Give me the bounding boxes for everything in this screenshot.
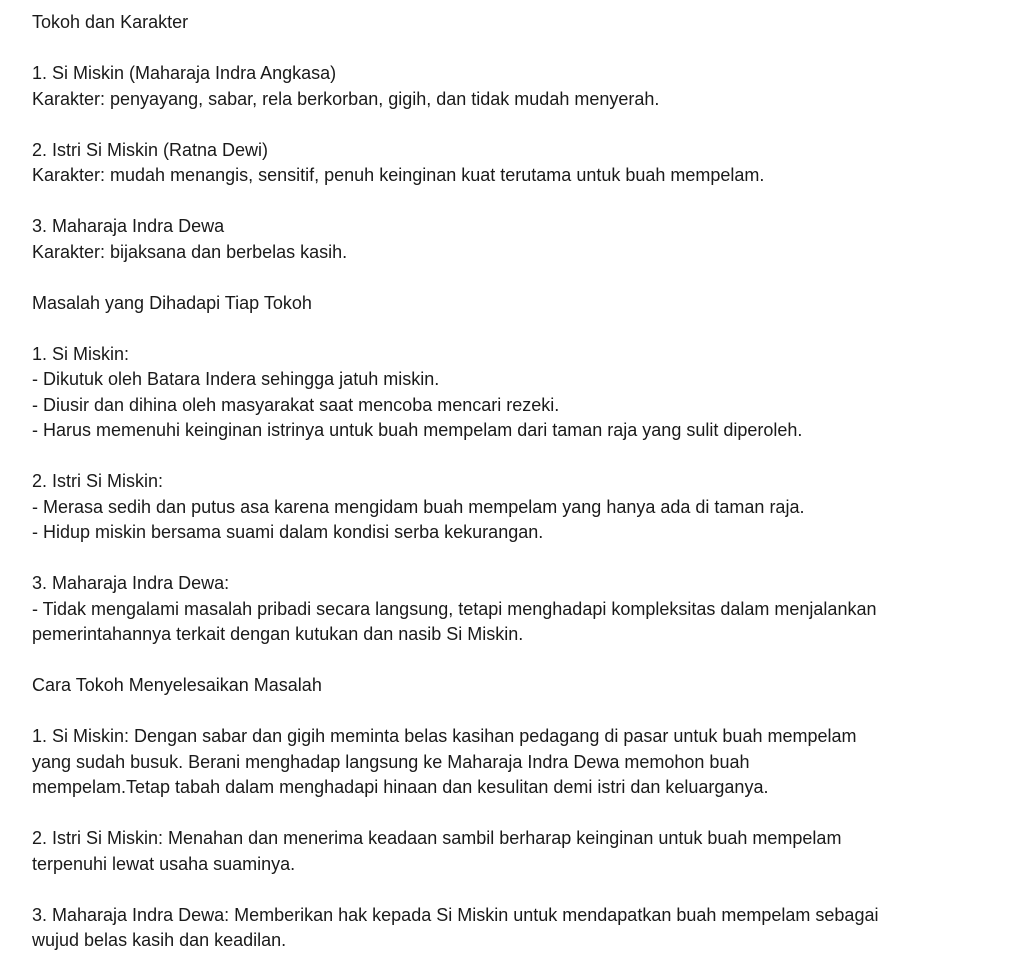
line: 2. Istri Si Miskin (Ratna Dewi) (32, 139, 269, 160)
line: - Dikutuk oleh Batara Indera sehingga jatuh miskin. (32, 369, 440, 389)
line: 1. Si Miskin (Maharaja Indra Angkasa) (32, 63, 337, 83)
line: 3. Maharaja Indra Dewa (32, 216, 225, 236)
line: wujud belas kasih dan keadilan. (32, 930, 287, 950)
line: Karakter: penyayang, sabar, rela berkorban, gigih, dan tidak mudah menyerah. (32, 88, 660, 109)
line: - Diusir dan dihina oleh masyarakat saat mencoba mencari rezeki. (32, 394, 560, 415)
line: - Merasa sedih dan putus asa karena mengidam buah mempelam yang hanya ada di taman raja. (32, 496, 805, 517)
line: 1. Si Miskin: (32, 343, 130, 364)
line: 3. Maharaja Indra Dewa: Memberikan hak kepada Si Miskin untuk mendapatkan buah mempelam sebagai (32, 904, 879, 925)
line: mempelam.Tetap tabah dalam menghadapi hinaan dan kesulitan demi istri dan keluarganya. (32, 777, 769, 797)
line: yang sudah busuk. Berani menghadap langsung ke Maharaja Indra Dewa memohon buah (32, 751, 750, 772)
document-body (32, 0, 1007, 954)
line: Karakter: bijaksana dan berbelas kasih. (32, 241, 348, 262)
section-heading: Cara Tokoh Menyelesaikan Masalah (32, 675, 322, 695)
line: - Hidup miskin bersama suami dalam kondisi serba kekurangan. (32, 522, 544, 542)
line: terpenuhi lewat usaha suaminya. (32, 853, 296, 874)
section-heading: Tokoh dan Karakter (32, 12, 189, 32)
line: Karakter: mudah menangis, sensitif, penuh keinginan kuat terutama untuk buah mempelam. (32, 165, 765, 185)
line: 2. Istri Si Miskin: (32, 471, 164, 491)
line: - Harus memenuhi keinginan istrinya untuk buah mempelam dari taman raja yang sulit diperoleh. (32, 420, 803, 440)
line: pemerintahannya terkait dengan kutukan dan nasib Si Miskin. (32, 624, 524, 644)
line: 3. Maharaja Indra Dewa: (32, 573, 230, 593)
line: 1. Si Miskin: Dengan sabar dan gigih meminta belas kasihan pedagang di pasar untuk buah mempelam (32, 726, 857, 746)
line: 2. Istri Si Miskin: Menahan dan menerima keadaan sambil berharap keinginan untuk buah mempelam (32, 828, 842, 848)
section-heading: Masalah yang Dihadapi Tiap Tokoh (32, 292, 312, 313)
line: - Tidak mengalami masalah pribadi secara langsung, tetapi menghadapi kompleksitas dalam menjalankan (32, 598, 877, 619)
